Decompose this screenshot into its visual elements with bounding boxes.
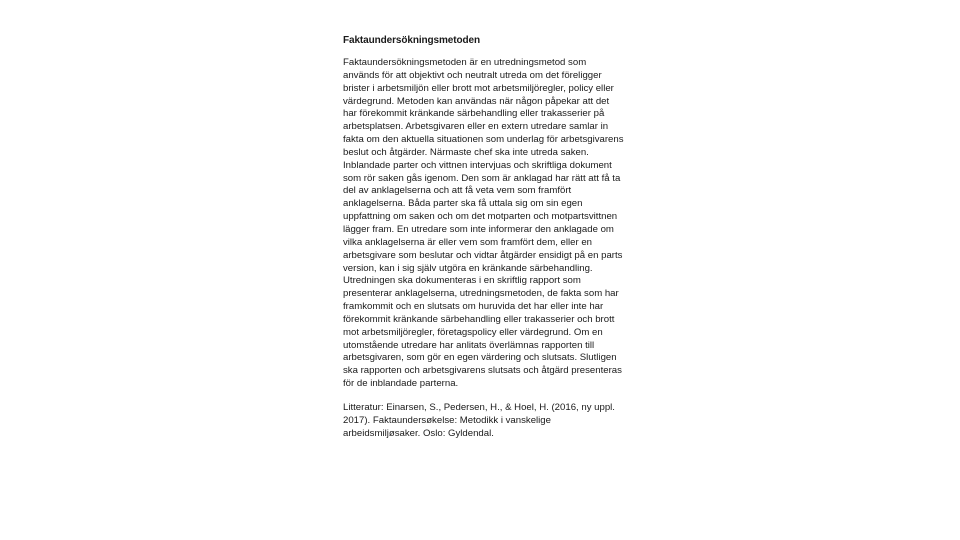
body-paragraph: Faktaundersökningsmetoden är en utredningsmetod som används för att objektivt och neutralt utreda om det föreligger brister i arbetsmiljön eller brott mot arbetsmiljöregler, policy eller värdegrund. Metoden kan användas när någon påpekar att det har förekommit kränkande särbehandling eller trakasserier på arbetsplatsen. Arbetsgivaren eller en extern utredare samlar in fakta om den aktuella situationen som underlag för arbetsgivarens beslut och åtgärder. Närmaste chef ska inte utreda saken. Inblandade parter och vittnen intervjuas och skriftliga dokument som rör saken gås igenom. Den som är anklagad har rätt att få ta del av anklagelserna och att få veta vem som framfört anklagelserna. Båda parter ska få uttala sig om sin egen uppfattning om saken och om det motparten och motpartsvittnen lägger fram. En utredare som inte informerar den anklagade om vilka anklagelserna är eller vem som framfört dem, eller en arbetsgivare som beslutar och vidtar åtgärder ensidigt på en parts version, kan i sig själv utgöra en kränkande särbehandling. Utredningen ska dokumenteras i en skriftlig rapport som presenterar anklagelserna, utredningsmetoden, de fakta som har framkommit och en slutsats om huruvida det har eller inte har förekommit kränkande särbehandling eller trakasserier och brott mot arbetsmiljöregler, företagspolicy eller värdegrund. Om en utomstående utredare har anlitats överlämnas rapporten till arbetsgivaren, som gör en egen värdering och slutsats. Slutligen ska rapporten och arbetsgivarens slutsats och åtgärd presenteras för de inblandade parterna. bbox=[343, 57, 624, 390]
text-column bbox=[343, 34, 625, 440]
literature-reference: Litteratur: Einarsen, S., Pedersen, H., & Hoel, H. (2016, ny uppl. 2017). Faktaundersøkelse: Metodikk i vanskelige arbeidsmiljøsaker. Oslo: Gyldendal. bbox=[343, 401, 615, 439]
page-title: Faktaundersökningsmetoden bbox=[343, 35, 480, 46]
